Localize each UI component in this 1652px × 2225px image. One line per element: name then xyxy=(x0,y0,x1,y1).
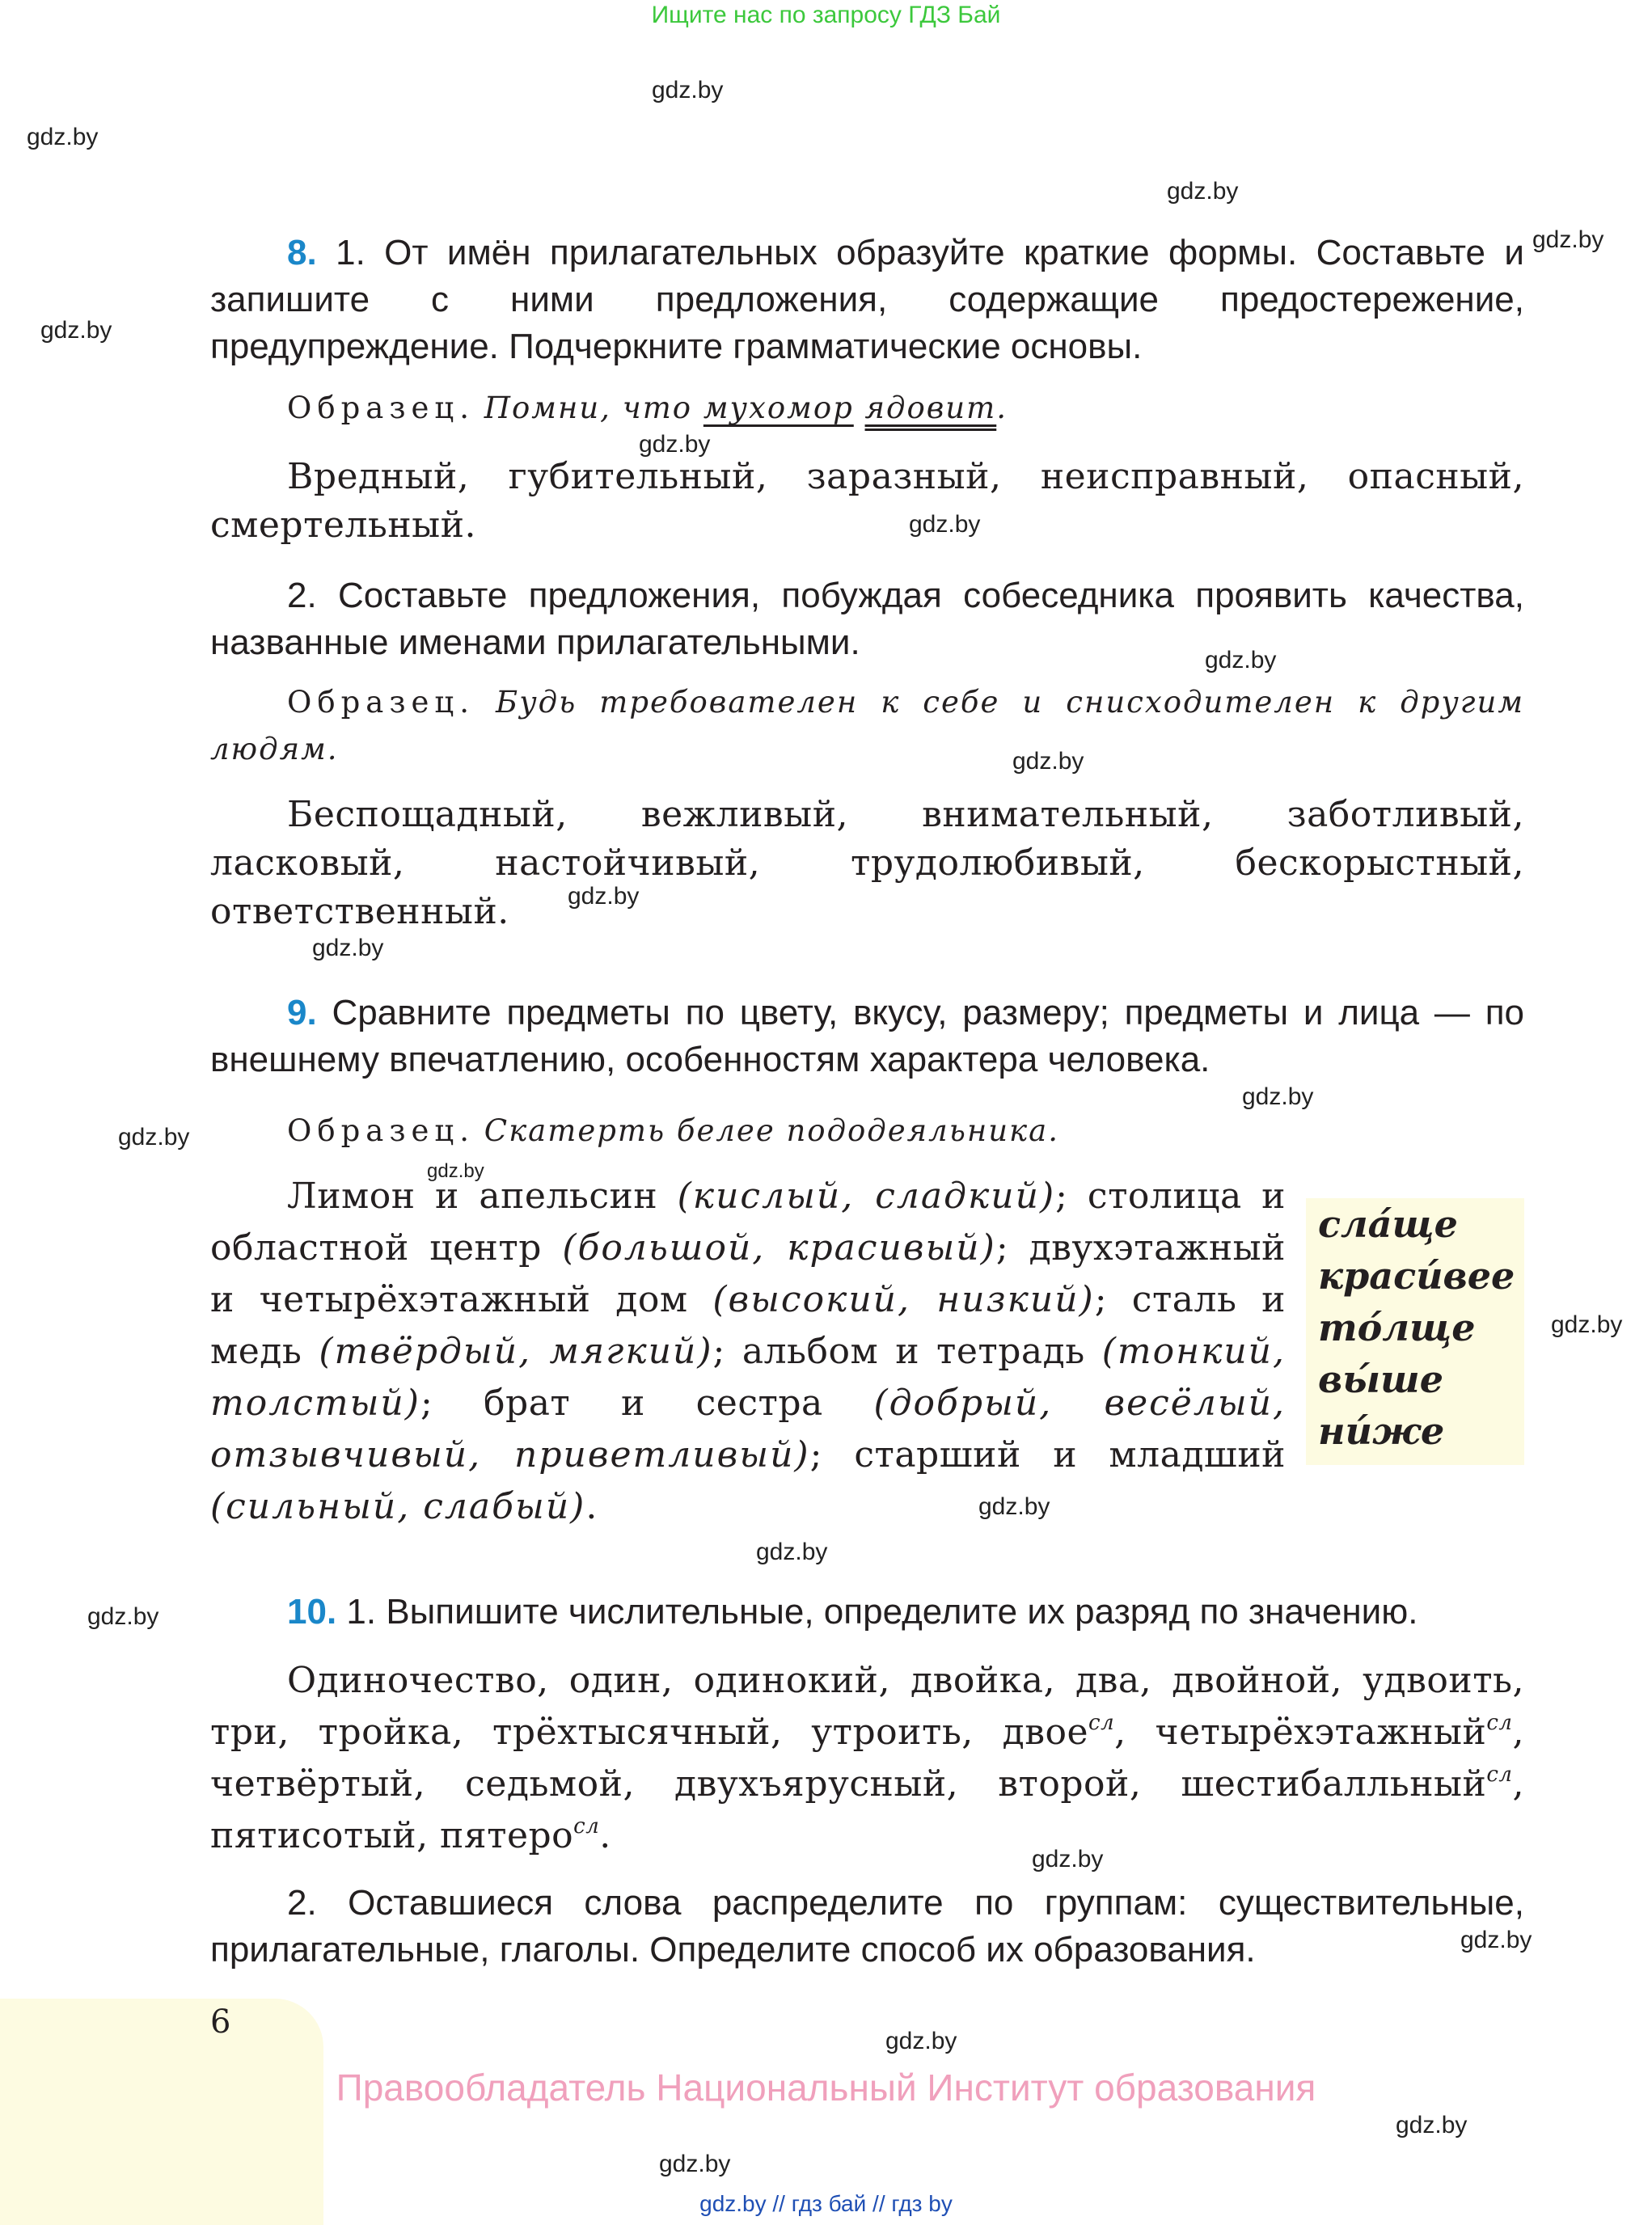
exercise-10-task-1 xyxy=(210,1589,1524,1636)
underlined-predicate: ядовит xyxy=(864,391,997,425)
watermark: gdz.by xyxy=(1242,1083,1314,1110)
watermark: gdz.by xyxy=(312,935,384,961)
exercise-8-sample-1 xyxy=(210,385,1524,432)
box-word: ни́же xyxy=(1318,1409,1445,1453)
exercise-number: 9. xyxy=(287,993,317,1032)
copyright-notice: Правообладатель Национальный Институт образования xyxy=(336,2067,1316,2109)
box-word: вы́ше xyxy=(1318,1357,1443,1401)
watermark: gdz.by xyxy=(885,2028,957,2054)
watermark: gdz.by xyxy=(659,2151,731,2177)
watermark: gdz.by xyxy=(1532,226,1604,253)
sample-label: Образец. xyxy=(287,391,475,425)
sample-text: Помни, что мухомор ядовит. xyxy=(484,391,1008,425)
exercise-10-word-list: Одиночество, один, одинокий, двойка, два, двойной, удвоить, три, тройка, трёхтысячный, утроить, двое$^{сл}$, четырёхэтажный$^{сл}$, четвёртый, седьмой, двухъярусный, второй, шестибалльный$^{сл}$, пятисотый, пятеро$^{сл}$. xyxy=(210,1660,1524,1856)
watermark: gdz.by xyxy=(978,1493,1050,1520)
exercise-number: 8. xyxy=(287,233,317,272)
exercise-9-sample xyxy=(210,1108,1524,1155)
sample-text: Скатерть белее пододеяльника. xyxy=(484,1113,1059,1148)
exercise-8-word-list-2: Беспощадный, вежливый, внимательный, заботливый, ласковый, настойчивый, трудолюбивый, бескорыстный, ответственный. xyxy=(210,794,1524,932)
watermark: gdz.by xyxy=(1396,2112,1468,2138)
box-word: то́лще xyxy=(1318,1306,1476,1349)
watermark: gdz.by xyxy=(118,1124,190,1150)
underlined-subject: мухомор xyxy=(703,391,854,425)
watermark: gdz.by xyxy=(40,317,112,344)
exercise-8-task-2: 2. Составьте предложения, побуждая собеседника проявить качества, названные именами прилагательными. xyxy=(210,576,1524,662)
exercise-number: 10. xyxy=(287,1592,337,1632)
exercise-9-word-list: Лимон и апельсин (кислый, сладкий); столица и областной центр (большой, красивый); двухэтажный и четырёхэтажный дом (высокий, низкий); сталь и медь (твёрдый, мягкий); альбом и тетрадь (тонкий, толстый); брат и сестра (добрый, весёлый, отзывчивый, приветливый); старший и младший (сильный, слабый). xyxy=(210,1176,1287,1527)
bottom-links: gdz.by // гдз бай // гдз by xyxy=(699,2191,953,2216)
watermark: gdz.by xyxy=(87,1603,159,1630)
watermark: gdz.by xyxy=(1012,748,1084,775)
watermark: gdz.by xyxy=(1460,1927,1532,1953)
box-word: краси́вее xyxy=(1318,1254,1515,1298)
watermark: gdz.by xyxy=(1205,647,1277,673)
watermark: gdz.by xyxy=(1032,1846,1104,1872)
page-number: 6 xyxy=(210,2003,231,2041)
exercise-9-task xyxy=(210,990,1524,1083)
box-word: сла́ще xyxy=(1318,1202,1458,1246)
watermark: gdz.by xyxy=(639,431,711,458)
watermark: gdz.by xyxy=(652,77,724,103)
watermark: gdz.by xyxy=(427,1160,484,1182)
sample-text: Будь требователен к себе и снисходителен к другим людям. xyxy=(210,685,1524,766)
top-banner: Ищите нас по запросу ГДЗ Бай xyxy=(651,2,1001,28)
task-text: 1. Выпишите числительные, определите их разряд по значению. xyxy=(346,1592,1418,1632)
task-text: Сравните предметы по цвету, вкусу, размеру; предметы и лица — по внешнему впечатлению, особенностям характера человека. xyxy=(210,993,1524,1079)
watermark: gdz.by xyxy=(1551,1311,1623,1338)
exercise-8-sample-2 xyxy=(210,679,1524,773)
exercise-10-task-2: 2. Оставшиеся слова распределите по группам: существительные, прилагательные, глаголы. Определите способ их образования. xyxy=(210,1883,1524,1970)
sample-label: Образец. xyxy=(287,1113,475,1148)
watermark: gdz.by xyxy=(756,1539,828,1565)
watermark: gdz.by xyxy=(1167,178,1239,205)
sample-label: Образец. xyxy=(287,685,475,720)
task-text: 1. От имён прилагательных образуйте краткие формы. Составьте и запишите с ними предложения, содержащие предостережение, предупреждение. Подчеркните грамматические основы. xyxy=(210,233,1524,366)
comparative-forms-box xyxy=(1306,1198,1524,1465)
watermark: gdz.by xyxy=(27,124,99,150)
watermark: gdz.by xyxy=(568,883,640,910)
exercise-8-word-list-1: Вредный, губительный, заразный, неисправный, опасный, смертельный. xyxy=(210,456,1524,546)
exercise-8-task-1 xyxy=(210,230,1524,370)
watermark: gdz.by xyxy=(909,511,981,538)
